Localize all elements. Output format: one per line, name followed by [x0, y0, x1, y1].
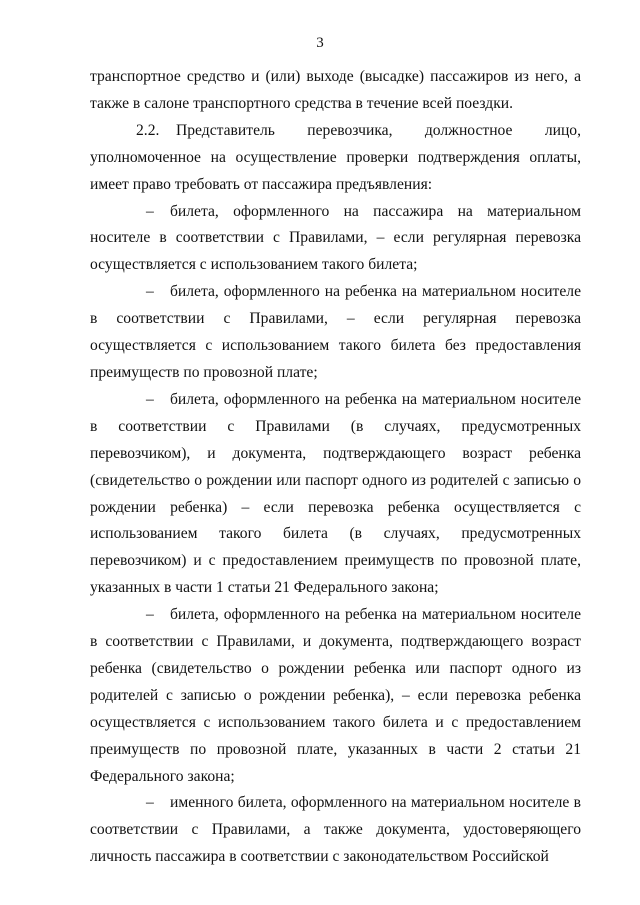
document-body — [90, 64, 581, 871]
page-number: 3 — [316, 35, 324, 51]
list-item — [90, 199, 581, 280]
list-item-text: билета, оформленного на ребенка на материальном носителе в соответствии с Правилами (в случаях, предусмотренных перевозчиком), и документа, подтверждающего возраст ребенка (свидетельство о рождении или паспорт одного из родителей с записью о рождении ребенка) – если перевозка ребенка осуществляется с использованием такого билета (в случаях, предусмотренных перевозчиком) и с предоставлением преимуществ по провозной плате, указанных в части 1 статьи 21 Федерального закона; — [90, 390, 581, 597]
dash-marker: – — [146, 390, 154, 408]
list-item — [90, 790, 581, 871]
dash-marker: – — [146, 794, 154, 812]
dash-marker: – — [146, 202, 154, 220]
paragraph-text: Представитель перевозчика, должностное лицо, уполномоченное на осуществление проверки подтверждения оплаты, имеет право требовать от пассажира предъявления: — [90, 121, 581, 193]
list-item — [90, 387, 581, 602]
list-item — [90, 279, 581, 387]
dash-marker: – — [146, 606, 154, 624]
list-item-text: билета, оформленного на ребенка на материальном носителе в соответствии с Правилами, и документа, подтверждающего возраст ребенка (свидетельство о рождении ребенка или паспорт одного из родителей с записью о рождении ребенка), – если перевозка ребенка осуществляется с использованием такого билета и с предоставлением преимуществ по провозной плате, указанных в части 2 статьи 21 Федерального закона; — [90, 606, 581, 785]
paragraph-continuation: транспортное средство и (или) выходе (высадке) пассажиров из него, а также в салоне транспортного средства в течение всей поездки. — [90, 68, 581, 112]
paragraph-number: 2.2. — [136, 121, 160, 139]
list-item — [90, 602, 581, 790]
list-item-text: билета, оформленного на пассажира на материальном носителе в соответствии с Правилами, – если регулярная перевозка осуществляется с использованием такого билета; — [90, 202, 581, 274]
paragraph-2-2 — [90, 118, 581, 199]
dash-marker: – — [146, 283, 154, 301]
list-item-text: именного билета, оформленного на материальном носителе в соответствии с Правилами, а также документа, удостоверяющего личность пассажира в соответствии с законодательством Российской — [90, 794, 581, 866]
list-item-text: билета, оформленного на ребенка на материальном носителе в соответствии с Правилами, – если регулярная перевозка осуществляется с использованием такого билета без предоставления преимуществ по провозной плате; — [90, 283, 581, 381]
